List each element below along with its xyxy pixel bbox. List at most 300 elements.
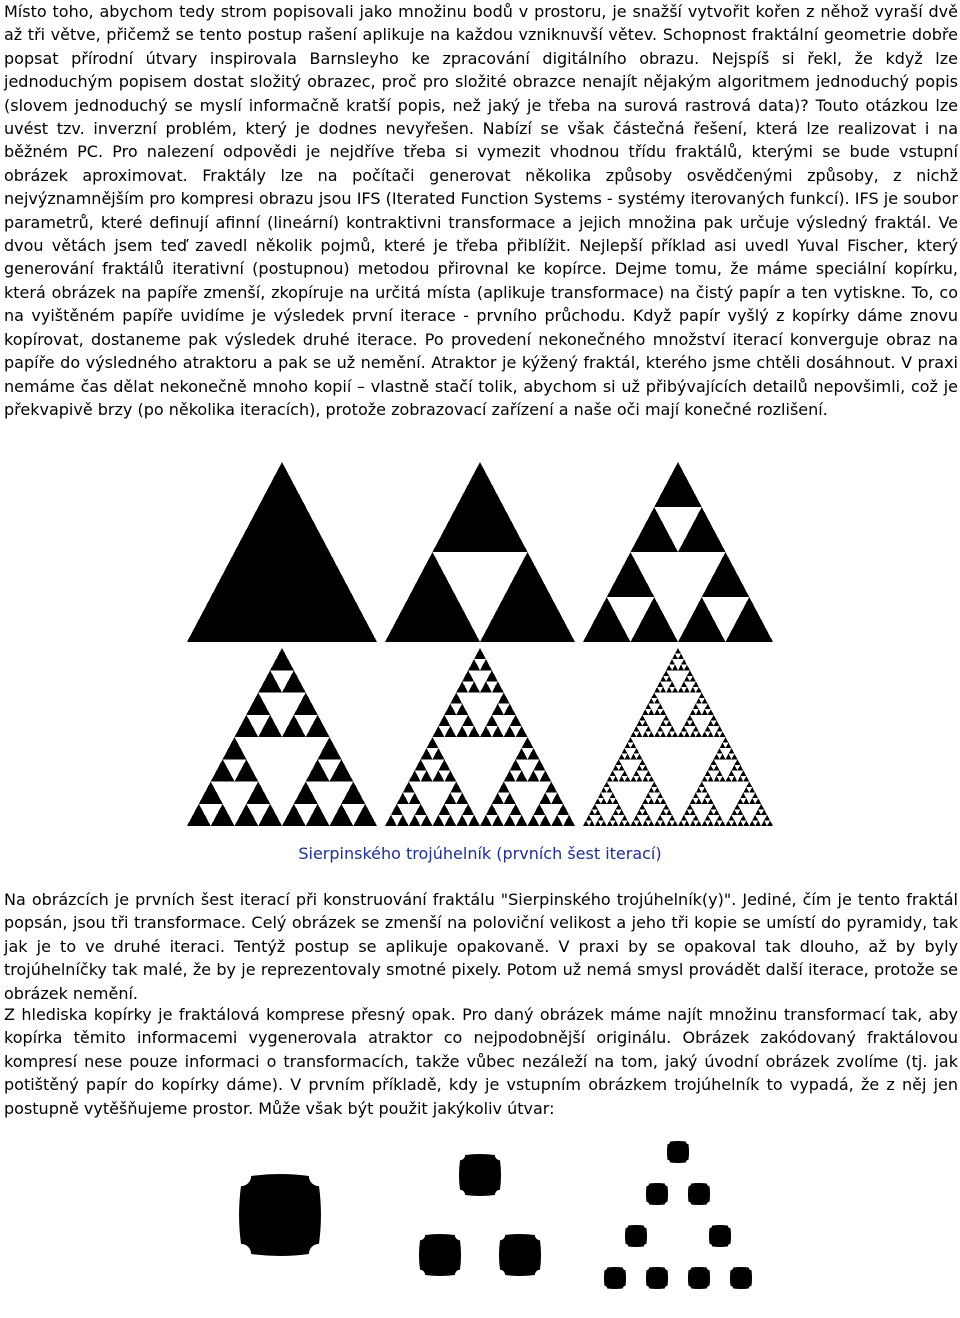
triangle bbox=[645, 770, 651, 776]
triangle bbox=[731, 820, 737, 826]
triangle bbox=[415, 759, 427, 770]
triangle bbox=[651, 782, 657, 788]
triangle bbox=[648, 820, 654, 826]
triangle bbox=[480, 726, 492, 737]
triangle bbox=[684, 676, 690, 682]
triangle bbox=[444, 815, 456, 826]
triangle bbox=[752, 815, 758, 821]
triangle bbox=[714, 776, 720, 782]
triangle bbox=[648, 776, 654, 782]
triangle bbox=[409, 793, 421, 804]
triangle bbox=[645, 793, 651, 799]
triangle bbox=[595, 809, 601, 815]
triangle bbox=[613, 776, 619, 782]
triangle bbox=[660, 709, 666, 715]
triangle bbox=[504, 770, 516, 781]
triangle bbox=[613, 798, 619, 804]
triangle bbox=[622, 815, 628, 821]
triangle bbox=[678, 687, 684, 693]
triangle bbox=[397, 793, 409, 804]
rounded-square-shape bbox=[499, 1234, 541, 1276]
triangle bbox=[631, 731, 637, 737]
triangle bbox=[702, 709, 708, 715]
triangle bbox=[601, 820, 607, 826]
triangle bbox=[708, 776, 714, 782]
triangle bbox=[654, 462, 702, 507]
triangle bbox=[397, 815, 409, 826]
triangle bbox=[353, 804, 377, 826]
triangle bbox=[660, 687, 666, 693]
triangle bbox=[702, 787, 708, 793]
triangle bbox=[657, 681, 663, 687]
triangle bbox=[731, 765, 737, 771]
triangle bbox=[672, 820, 678, 826]
triangle bbox=[625, 820, 631, 826]
triangle bbox=[669, 815, 675, 821]
triangle bbox=[533, 804, 545, 815]
triangle bbox=[740, 815, 746, 821]
triangle bbox=[636, 731, 642, 737]
triangle bbox=[717, 815, 723, 821]
triangle bbox=[427, 737, 439, 748]
triangle bbox=[690, 820, 696, 826]
triangle bbox=[636, 809, 642, 815]
triangle bbox=[516, 748, 528, 759]
triangle bbox=[246, 782, 270, 804]
triangle bbox=[651, 693, 657, 699]
triangle bbox=[619, 754, 625, 760]
shape-iteration-2 bbox=[419, 1154, 541, 1276]
triangle bbox=[696, 798, 702, 804]
triangle bbox=[498, 782, 510, 793]
triangle bbox=[666, 676, 672, 682]
triangle bbox=[648, 787, 654, 793]
triangle bbox=[726, 776, 732, 782]
triangle bbox=[726, 820, 732, 826]
triangle bbox=[211, 759, 235, 781]
triangle bbox=[654, 709, 660, 715]
triangle bbox=[705, 815, 711, 821]
triangle bbox=[270, 648, 294, 670]
triangle bbox=[690, 676, 696, 682]
triangle bbox=[734, 759, 740, 765]
triangle bbox=[717, 770, 723, 776]
triangle bbox=[711, 715, 717, 721]
triangle bbox=[728, 770, 734, 776]
triangle bbox=[563, 815, 575, 826]
triangle bbox=[633, 748, 639, 754]
triangle bbox=[699, 782, 705, 788]
triangle bbox=[696, 787, 702, 793]
triangle bbox=[456, 815, 468, 826]
triangle bbox=[672, 731, 678, 737]
triangle bbox=[708, 765, 714, 771]
sierpinski-iteration-2 bbox=[385, 462, 575, 642]
triangle bbox=[613, 820, 619, 826]
triangle bbox=[551, 815, 563, 826]
triangle bbox=[684, 665, 690, 671]
triangle bbox=[616, 804, 622, 810]
triangle bbox=[438, 715, 450, 726]
rounded-square-shape bbox=[459, 1154, 501, 1196]
triangle bbox=[678, 507, 726, 552]
triangle bbox=[755, 798, 761, 804]
triangle bbox=[528, 815, 540, 826]
triangle bbox=[660, 820, 666, 826]
triangle bbox=[462, 670, 474, 681]
triangle bbox=[684, 687, 690, 693]
triangle bbox=[648, 698, 654, 704]
triangle bbox=[705, 704, 711, 710]
triangle bbox=[755, 809, 761, 815]
triangle bbox=[595, 798, 601, 804]
triangle bbox=[306, 759, 330, 781]
triangle bbox=[480, 815, 492, 826]
triangle bbox=[690, 798, 696, 804]
triangle bbox=[693, 704, 699, 710]
triangle bbox=[743, 787, 749, 793]
rounded-square-shape bbox=[688, 1267, 710, 1289]
triangle bbox=[720, 743, 726, 749]
triangle bbox=[468, 681, 480, 692]
triangle bbox=[657, 704, 663, 710]
triangle bbox=[598, 815, 604, 821]
triangle bbox=[657, 726, 663, 732]
triangle bbox=[498, 693, 510, 704]
triangle bbox=[678, 597, 726, 642]
triangle bbox=[714, 720, 720, 726]
triangle bbox=[743, 798, 749, 804]
triangle bbox=[642, 731, 648, 737]
triangle bbox=[385, 552, 480, 642]
triangle bbox=[660, 731, 666, 737]
triangle bbox=[492, 815, 504, 826]
triangle bbox=[622, 748, 628, 754]
triangle bbox=[696, 709, 702, 715]
triangle bbox=[645, 726, 651, 732]
triangle bbox=[648, 731, 654, 737]
triangle bbox=[235, 804, 259, 826]
triangle bbox=[711, 759, 717, 765]
triangle bbox=[403, 782, 415, 793]
sierpinski-iteration-1 bbox=[187, 462, 377, 642]
shape-iteration-3 bbox=[604, 1141, 752, 1289]
triangle bbox=[341, 782, 365, 804]
triangle bbox=[456, 704, 468, 715]
triangle bbox=[737, 820, 743, 826]
shape-iteration-1 bbox=[239, 1174, 321, 1256]
triangle bbox=[717, 726, 723, 732]
triangle bbox=[743, 820, 749, 826]
triangle bbox=[702, 820, 708, 826]
triangle bbox=[711, 804, 717, 810]
triangle bbox=[438, 759, 450, 770]
triangle bbox=[330, 759, 354, 781]
triangle bbox=[516, 726, 528, 737]
triangle bbox=[660, 809, 666, 815]
triangle bbox=[486, 670, 498, 681]
rounded-square-shape bbox=[604, 1267, 626, 1289]
triangle bbox=[385, 815, 397, 826]
triangle bbox=[645, 704, 651, 710]
triangle bbox=[666, 720, 672, 726]
sierpinski-iteration-3 bbox=[583, 462, 773, 642]
triangle bbox=[492, 793, 504, 804]
triangle bbox=[702, 552, 750, 597]
triangle bbox=[462, 715, 474, 726]
triangle bbox=[731, 776, 737, 782]
sierpinski-iteration-5 bbox=[385, 648, 575, 826]
triangle bbox=[246, 693, 270, 715]
triangle bbox=[595, 820, 601, 826]
triangle bbox=[631, 776, 637, 782]
triangle bbox=[330, 804, 354, 826]
triangle bbox=[486, 715, 498, 726]
triangle bbox=[468, 659, 480, 670]
triangle bbox=[705, 793, 711, 799]
triangle bbox=[737, 798, 743, 804]
triangle bbox=[654, 820, 660, 826]
triangle bbox=[619, 809, 625, 815]
triangle bbox=[583, 597, 631, 642]
triangle bbox=[728, 815, 734, 821]
triangle bbox=[684, 720, 690, 726]
triangle bbox=[504, 793, 516, 804]
triangle bbox=[696, 731, 702, 737]
triangle bbox=[648, 798, 654, 804]
triangle bbox=[633, 815, 639, 821]
triangle bbox=[696, 698, 702, 704]
triangle bbox=[444, 704, 456, 715]
triangle bbox=[642, 776, 648, 782]
rounded-square-shape bbox=[419, 1234, 461, 1276]
triangle bbox=[450, 782, 462, 793]
triangle bbox=[693, 793, 699, 799]
triangle bbox=[516, 770, 528, 781]
triangle bbox=[755, 820, 761, 826]
triangle bbox=[516, 815, 528, 826]
triangle bbox=[642, 820, 648, 826]
triangle bbox=[690, 731, 696, 737]
triangle bbox=[415, 804, 427, 815]
triangle bbox=[690, 809, 696, 815]
triangle bbox=[645, 815, 651, 821]
triangle bbox=[421, 748, 433, 759]
triangle bbox=[666, 809, 672, 815]
triangle bbox=[294, 693, 318, 715]
triangle bbox=[480, 659, 492, 670]
triangle bbox=[669, 681, 675, 687]
triangle bbox=[708, 709, 714, 715]
triangle bbox=[613, 809, 619, 815]
triangle bbox=[468, 726, 480, 737]
triangle bbox=[589, 809, 595, 815]
triangle bbox=[666, 731, 672, 737]
triangle bbox=[723, 737, 729, 743]
triangle bbox=[654, 698, 660, 704]
triangle bbox=[613, 765, 619, 771]
triangle bbox=[654, 731, 660, 737]
triangle bbox=[702, 776, 708, 782]
triangle bbox=[752, 793, 758, 799]
triangle bbox=[258, 670, 282, 692]
triangle bbox=[211, 804, 235, 826]
triangle bbox=[318, 737, 342, 759]
triangle bbox=[187, 804, 211, 826]
triangle bbox=[764, 815, 770, 821]
triangle bbox=[639, 715, 645, 721]
triangle bbox=[433, 726, 445, 737]
triangle bbox=[702, 798, 708, 804]
triangle bbox=[586, 815, 592, 821]
triangle bbox=[690, 720, 696, 726]
triangle bbox=[737, 809, 743, 815]
triangle bbox=[702, 731, 708, 737]
triangle bbox=[282, 670, 306, 692]
triangle bbox=[444, 770, 456, 781]
triangle bbox=[444, 726, 456, 737]
triangle bbox=[714, 731, 720, 737]
explanation-paragraph: Na obrázcích je prvních šest iterací při konstruování fraktálu "Sierpinského trojúhelník(y)". Jediné, čím je tento fraktál popsán, jsou tři transformace. Celý obrázek se zmenší na poloviční velikost a jeho tři kopie se umístí do pyramidy, tak jak je to ve druhé iteraci. Tentýž postup se aplikuje opakovaně. V praxi by se opakoval tak dlouho, až by byly trojúhelníčky tak malé, že by je reprezentovaly smotné pixely. Potom už nemá smysl provádět další iterace, protože se obrázek nemění. bbox=[4, 890, 958, 1003]
triangle bbox=[666, 665, 672, 671]
triangle bbox=[492, 704, 504, 715]
triangle bbox=[660, 676, 666, 682]
triangle bbox=[740, 770, 746, 776]
triangle bbox=[669, 726, 675, 732]
triangle bbox=[522, 737, 534, 748]
triangle bbox=[678, 665, 684, 671]
triangle bbox=[678, 820, 684, 826]
triangle bbox=[705, 770, 711, 776]
triangle bbox=[702, 698, 708, 704]
triangle bbox=[631, 820, 637, 826]
triangle bbox=[636, 720, 642, 726]
triangle bbox=[684, 820, 690, 826]
triangle bbox=[717, 748, 723, 754]
triangle bbox=[628, 737, 634, 743]
triangle bbox=[528, 748, 540, 759]
triangle bbox=[642, 720, 648, 726]
triangle bbox=[258, 715, 282, 737]
triangle bbox=[601, 798, 607, 804]
triangle bbox=[539, 815, 551, 826]
triangle bbox=[456, 726, 468, 737]
triangle bbox=[636, 754, 642, 760]
triangle bbox=[619, 776, 625, 782]
triangle bbox=[687, 804, 693, 810]
triangle bbox=[678, 654, 684, 660]
triangle bbox=[672, 687, 678, 693]
triangle bbox=[693, 815, 699, 821]
triangle bbox=[726, 754, 732, 760]
triangle bbox=[306, 804, 330, 826]
triangle bbox=[294, 782, 318, 804]
triangle bbox=[528, 770, 540, 781]
triangle bbox=[619, 820, 625, 826]
triangle bbox=[714, 765, 720, 771]
triangle bbox=[642, 765, 648, 771]
triangle bbox=[306, 715, 330, 737]
triangle bbox=[551, 793, 563, 804]
triangle bbox=[409, 770, 421, 781]
triangle bbox=[708, 798, 714, 804]
rounded-square-shape bbox=[709, 1225, 731, 1247]
triangle bbox=[681, 726, 687, 732]
triangle bbox=[438, 804, 450, 815]
triangle bbox=[486, 804, 498, 815]
triangle bbox=[510, 759, 522, 770]
triangle bbox=[737, 765, 743, 771]
triangle bbox=[433, 462, 528, 552]
rounded-square-shape bbox=[239, 1174, 321, 1256]
triangle bbox=[199, 782, 223, 804]
triangle bbox=[282, 715, 306, 737]
triangle bbox=[693, 726, 699, 732]
triangle bbox=[663, 804, 669, 810]
triangle bbox=[391, 804, 403, 815]
triangle bbox=[734, 804, 740, 810]
triangle bbox=[731, 754, 737, 760]
triangle bbox=[666, 820, 672, 826]
rounded-square-shape bbox=[688, 1183, 710, 1205]
triangle bbox=[433, 815, 445, 826]
triangle bbox=[684, 809, 690, 815]
triangle bbox=[648, 709, 654, 715]
triangle bbox=[510, 715, 522, 726]
triangle bbox=[421, 815, 433, 826]
triangle bbox=[714, 820, 720, 826]
triangle bbox=[456, 681, 468, 692]
triangle bbox=[545, 782, 557, 793]
triangle bbox=[654, 687, 660, 693]
triangle bbox=[468, 815, 480, 826]
triangle bbox=[539, 770, 551, 781]
triangle bbox=[636, 776, 642, 782]
triangle bbox=[720, 820, 726, 826]
triangle bbox=[539, 793, 551, 804]
triangle bbox=[657, 815, 663, 821]
triangle bbox=[714, 809, 720, 815]
triangle bbox=[633, 770, 639, 776]
triangle bbox=[749, 798, 755, 804]
triangle bbox=[636, 820, 642, 826]
triangle bbox=[625, 754, 631, 760]
triangle bbox=[720, 731, 726, 737]
triangle bbox=[480, 552, 575, 642]
triangle bbox=[433, 748, 445, 759]
triangle bbox=[749, 820, 755, 826]
triangle bbox=[708, 809, 714, 815]
triangle bbox=[714, 754, 720, 760]
sierpinski-figure bbox=[0, 450, 960, 845]
rounded-square-fractal-figure bbox=[0, 1130, 960, 1318]
triangle bbox=[642, 709, 648, 715]
triangle bbox=[639, 759, 645, 765]
rounded-square-shape bbox=[646, 1183, 668, 1205]
triangle bbox=[696, 687, 702, 693]
triangle bbox=[726, 743, 732, 749]
triangle bbox=[592, 804, 598, 810]
triangle bbox=[625, 743, 631, 749]
triangle bbox=[657, 793, 663, 799]
triangle bbox=[696, 820, 702, 826]
triangle bbox=[610, 793, 616, 799]
triangle bbox=[666, 687, 672, 693]
triangle bbox=[557, 804, 569, 815]
triangle bbox=[223, 737, 247, 759]
triangle bbox=[672, 654, 678, 660]
triangle bbox=[607, 820, 613, 826]
